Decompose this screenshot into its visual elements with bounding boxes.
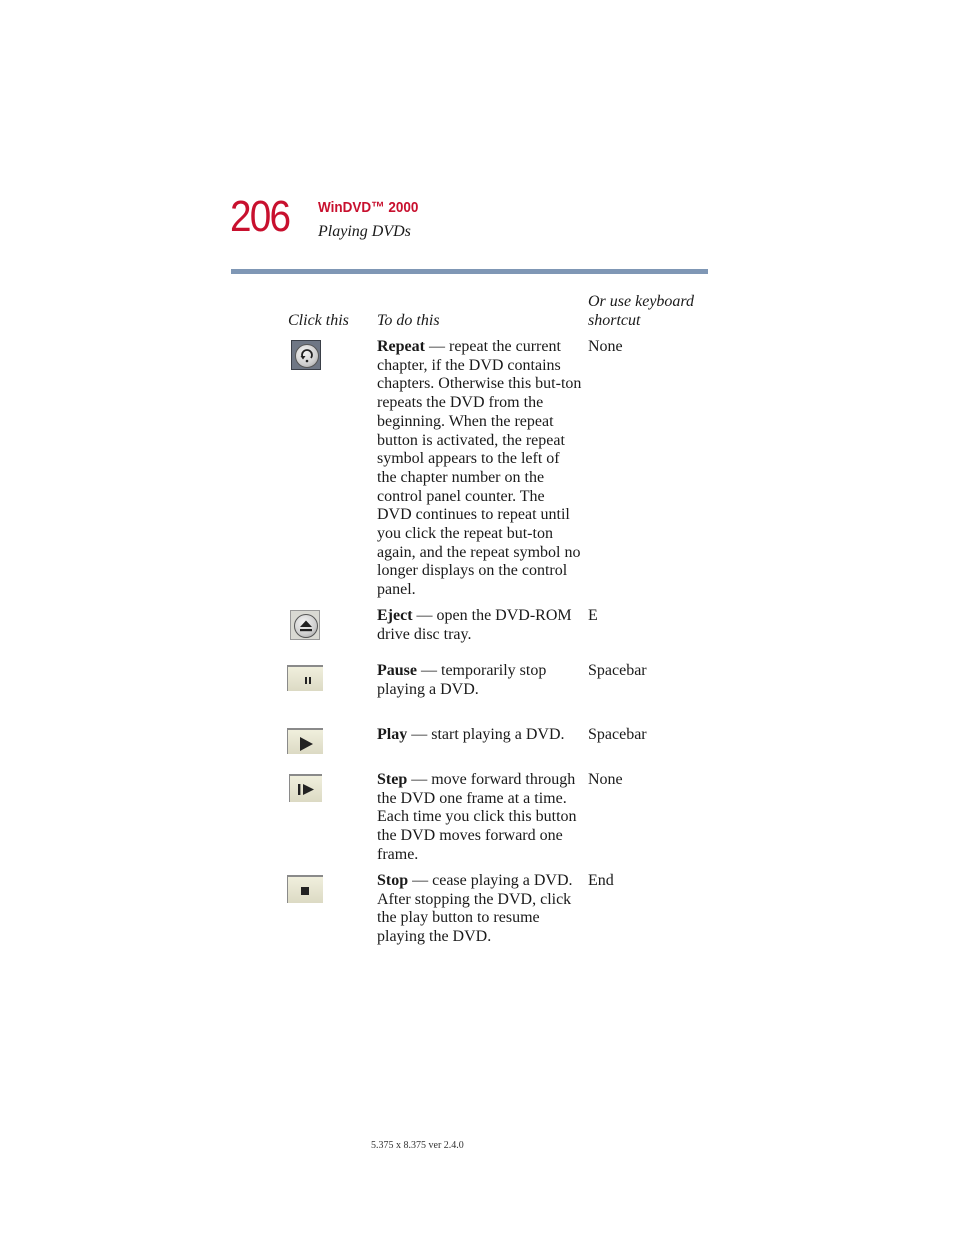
eject-name: Eject xyxy=(377,607,413,624)
step-shortcut: None xyxy=(588,771,623,788)
play-shortcut: Spacebar xyxy=(588,726,647,743)
repeat-shortcut: None xyxy=(588,338,623,355)
page-number: 206 xyxy=(230,192,290,241)
step-icon xyxy=(289,774,322,802)
pause-icon xyxy=(287,665,323,691)
step-text: — move forward through the DVD one frame at a time. Each time you click this button the DVD moves forward one frame. xyxy=(377,771,577,863)
eject-text: — open the DVD-ROM drive disc tray. xyxy=(377,607,572,643)
pause-name: Pause xyxy=(377,662,417,679)
play-text: — start playing a DVD. xyxy=(407,726,565,743)
play-description xyxy=(377,726,582,745)
stop-text: — cease playing a DVD. After stopping the DVD, click the play button to resume playing the DVD. xyxy=(377,872,573,946)
stop-button[interactable] xyxy=(287,875,323,903)
chapter-title: WinDVD™ 2000 xyxy=(318,199,419,216)
column-header-click: Click this xyxy=(288,312,349,329)
play-name: Play xyxy=(377,726,408,743)
repeat-description xyxy=(377,338,582,600)
column-header-shortcut-line1: Or use keyboard xyxy=(588,293,695,310)
stop-description xyxy=(377,872,582,947)
column-header-shortcut xyxy=(588,292,694,330)
stop-shortcut: End xyxy=(588,872,614,889)
step-button[interactable] xyxy=(289,774,322,802)
play-button[interactable] xyxy=(287,728,323,754)
repeat-icon xyxy=(291,340,321,370)
pause-button[interactable] xyxy=(287,665,323,691)
step-name: Step xyxy=(377,771,408,788)
eject-icon xyxy=(290,610,320,640)
step-description xyxy=(377,771,582,865)
stop-icon xyxy=(287,875,323,903)
column-header-action: To do this xyxy=(377,312,440,329)
repeat-text: — repeat the current chapter, if the DVD contains chapters. Otherwise this but-ton repeats the DVD from the beginning. When the repeat button is activated, the repeat symbol appears to the left of the chapter number on the control panel counter. The DVD continues to repeat until you click the repeat but-ton again, and the repeat symbol no longer displays on the control panel. xyxy=(377,338,582,599)
repeat-name: Repeat xyxy=(377,338,425,355)
pause-text: — temporarily stop playing a DVD. xyxy=(377,662,547,698)
repeat-button[interactable] xyxy=(291,340,321,370)
pause-description xyxy=(377,662,582,699)
header-rule xyxy=(231,269,708,274)
eject-button[interactable] xyxy=(290,610,320,640)
eject-shortcut: E xyxy=(588,607,598,624)
eject-description xyxy=(377,607,582,644)
pause-shortcut: Spacebar xyxy=(588,662,647,679)
print-spec-footer: 5.375 x 8.375 ver 2.4.0 xyxy=(371,1140,464,1151)
stop-name: Stop xyxy=(377,872,409,889)
column-header-shortcut-line2: shortcut xyxy=(588,312,641,329)
play-icon xyxy=(287,728,323,754)
section-title: Playing DVDs xyxy=(318,223,411,240)
